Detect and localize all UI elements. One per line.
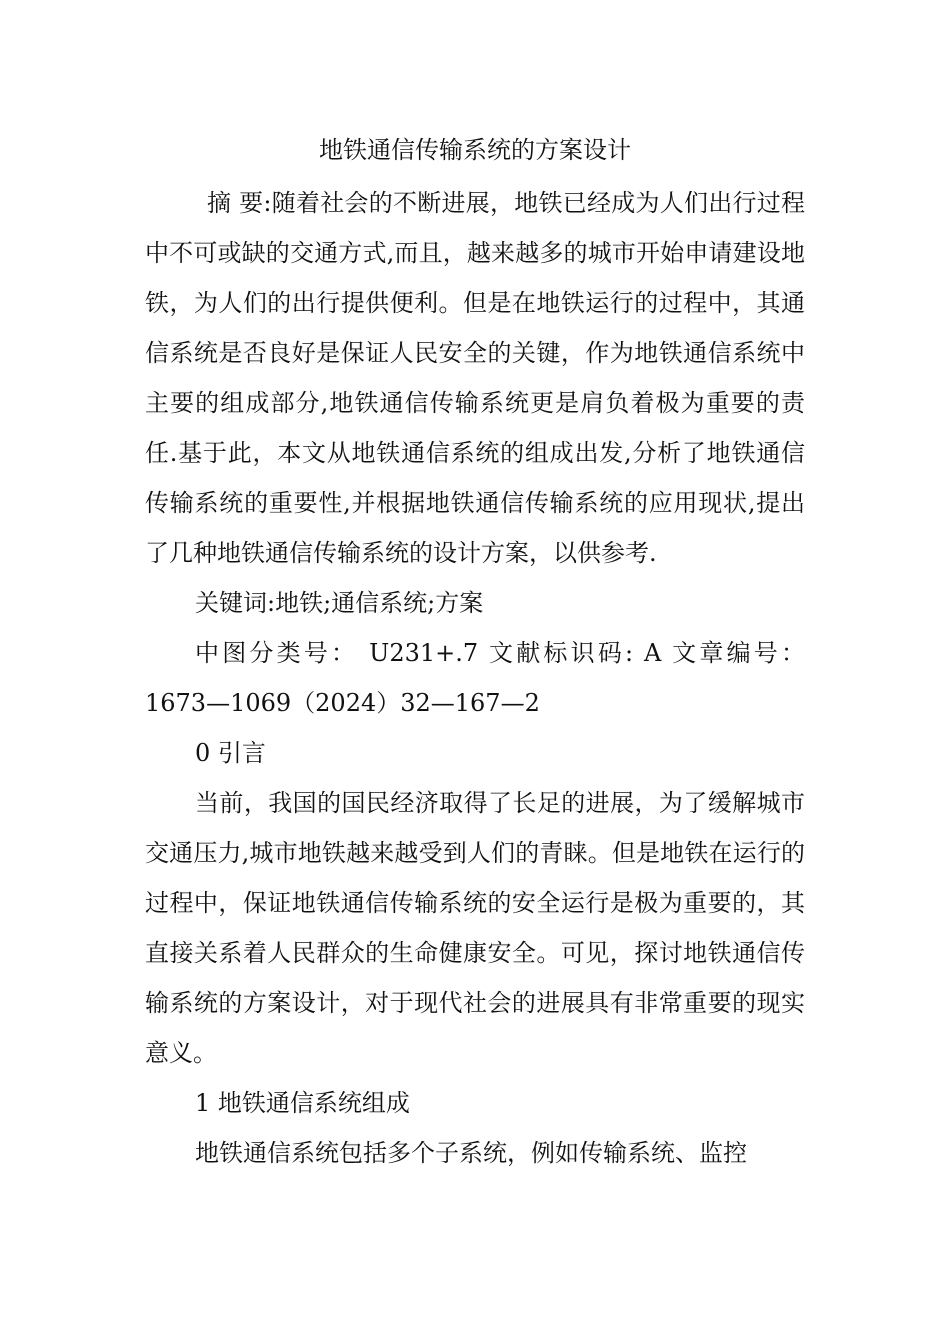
keywords-line: 关键词:地铁;通信系统;方案 [195,589,484,617]
section-1-heading: 1 地铁通信系统组成 [195,1089,410,1117]
section-1-body: 地铁通信系统包括多个子系统，例如传输系统、监控 [195,1139,747,1167]
document-title: 地铁通信传输系统的方案设计 [319,136,631,164]
section-0-body: 当前，我国的国民经济取得了长足的进展，为了缓解城市交通压力,城市地铁越来越受到人们的青睐。但是地铁在运行的过程中，保证地铁通信传输系统的安全运行是极为重要的，其直接关系着人民群众的生命健康安全。可见，探讨地铁通信传输系统的方案设计，对于现代社会的进展具有非常重要的现实意义。 [145,789,805,1067]
document-page [145,130,805,1178]
classification-line: 中图分类号： U231+.7 文献标识码: A 文章编号： 1673—1069（2024）32—167—2 [145,639,805,717]
abstract-paragraph: 摘 要:随着社会的不断进展，地铁已经成为人们出行过程中不可或缺的交通方式,而且，越来越多的城市开始申请建设地铁，为人们的出行提供便利。但是在地铁运行的过程中，其通信系统是否良好是保证人民安全的关键，作为地铁通信系统中主要的组成部分,地铁通信传输系统更是肩负着极为重要的责任.基于此，本文从地铁通信系统的组成出发,分析了地铁通信传输系统的重要性,并根据地铁通信传输系统的应用现状,提出了几种地铁通信传输系统的设计方案，以供参考. [145,189,805,567]
section-0-heading: 0 引言 [195,739,266,767]
